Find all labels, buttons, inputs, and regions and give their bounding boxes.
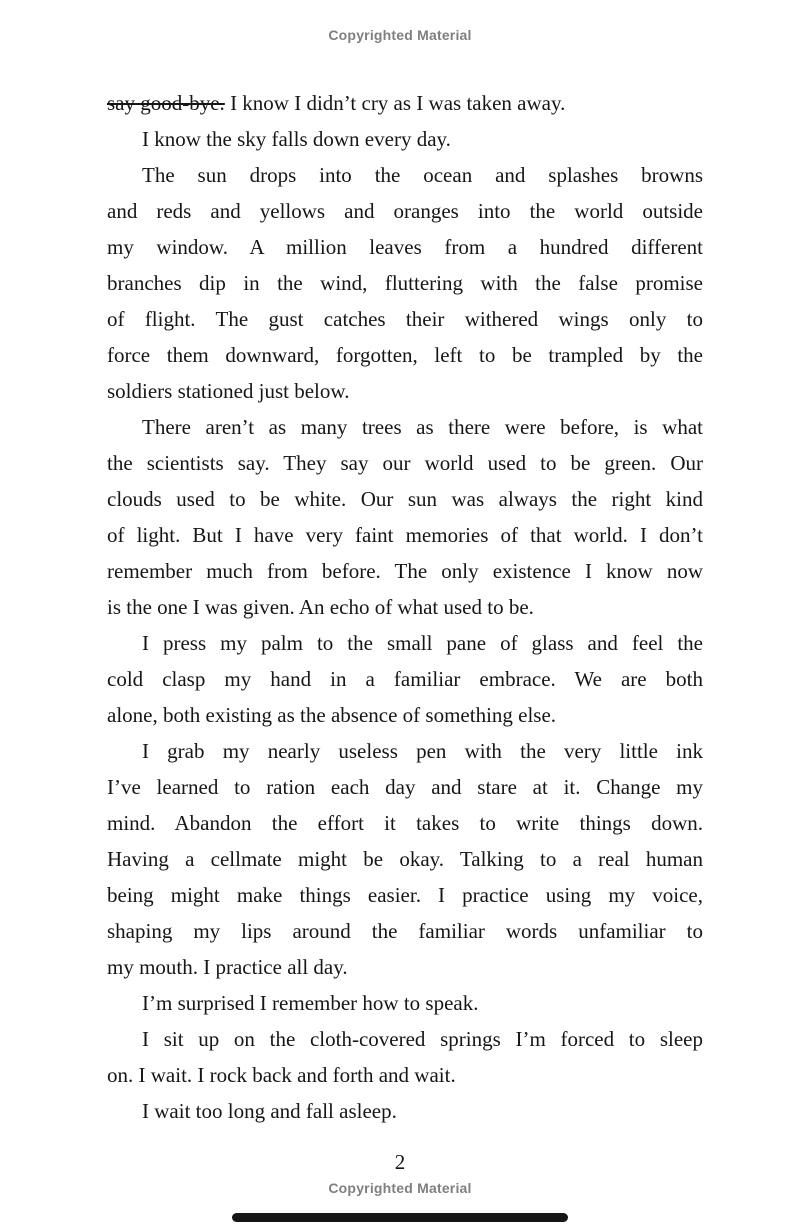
text-segment: There aren’t as many trees as there were before, is what [142,415,703,439]
text-line [107,193,703,229]
text-line [107,301,703,337]
text-segment: mind. Abandon the effort it takes to write things down. [107,811,703,835]
text-segment: on. I wait. I rock back and forth and wait. [107,1063,456,1087]
text-segment: soldiers stationed just below. [107,379,350,403]
text-line [107,409,703,445]
text-line [107,1021,703,1057]
text-segment: I press my palm to the small pane of glass and feel the [142,631,703,655]
text-line [107,985,703,1021]
text-segment: my mouth. I practice all day. [107,955,348,979]
text-line [107,481,703,517]
text-line [107,265,703,301]
text-line [107,913,703,949]
text-line [107,1057,703,1093]
text-segment: remember much from before. The only existence I know now [107,559,703,583]
text-line [107,1093,703,1129]
text-segment: force them downward, forgotten, left to be trampled by the [107,343,703,367]
text-line [107,661,703,697]
text-line [107,841,703,877]
strikethrough-text: say good-bye. [107,91,225,115]
page-number: 2 [394,1150,406,1174]
text-line [107,121,703,157]
text-line [107,589,703,625]
text-segment: cold clasp my hand in a familiar embrace. We are both [107,667,703,691]
text-line [107,373,703,409]
text-line [107,85,703,121]
text-line [107,949,703,985]
text-segment: shaping my lips around the familiar words unfamiliar to [107,919,703,943]
text-segment: being might make things easier. I practice using my voice, [107,883,703,907]
copyright-notice-top: Copyrighted Material [328,27,472,43]
text-line [107,697,703,733]
text-segment: branches dip in the wind, fluttering with the false promise [107,271,703,295]
text-segment: alone, both existing as the absence of something else. [107,703,557,727]
text-segment: and reds and yellows and oranges into the world outside [107,199,703,223]
text-segment: I’m surprised I remember how to speak. [142,991,479,1015]
text-line [107,625,703,661]
text-segment: I’ve learned to ration each day and stare at it. Change my [107,775,703,799]
text-segment: of light. But I have very faint memories of that world. I don’t [107,523,703,547]
text-line [107,157,703,193]
text-line [107,805,703,841]
text-line [107,337,703,373]
text-line [107,877,703,913]
body-text [107,85,703,1129]
text-segment: clouds used to be white. Our sun was always the right kind [107,487,703,511]
home-indicator-bar[interactable] [232,1213,568,1222]
text-line [107,445,703,481]
text-line [107,229,703,265]
copyright-notice-bottom: Copyrighted Material [328,1180,472,1196]
text-segment: the scientists say. They say our world used to be green. Our [107,451,703,475]
text-segment: my window. A million leaves from a hundred different [107,235,703,259]
text-segment: I wait too long and fall asleep. [142,1099,397,1123]
text-line [107,769,703,805]
text-line [107,517,703,553]
text-segment: I know I didn’t cry as I was taken away. [224,91,566,115]
text-segment: The sun drops into the ocean and splashes browns [142,163,703,187]
text-segment: of flight. The gust catches their withered wings only to [107,307,703,331]
text-segment: is the one I was given. An echo of what used to be. [107,595,534,619]
text-line [107,553,703,589]
text-segment: I sit up on the cloth-covered springs I’m forced to sleep [142,1027,703,1051]
text-segment: I know the sky falls down every day. [142,127,451,151]
text-segment: I grab my nearly useless pen with the very little ink [142,739,703,763]
text-segment: Having a cellmate might be okay. Talking to a real human [107,847,703,871]
text-line [107,733,703,769]
